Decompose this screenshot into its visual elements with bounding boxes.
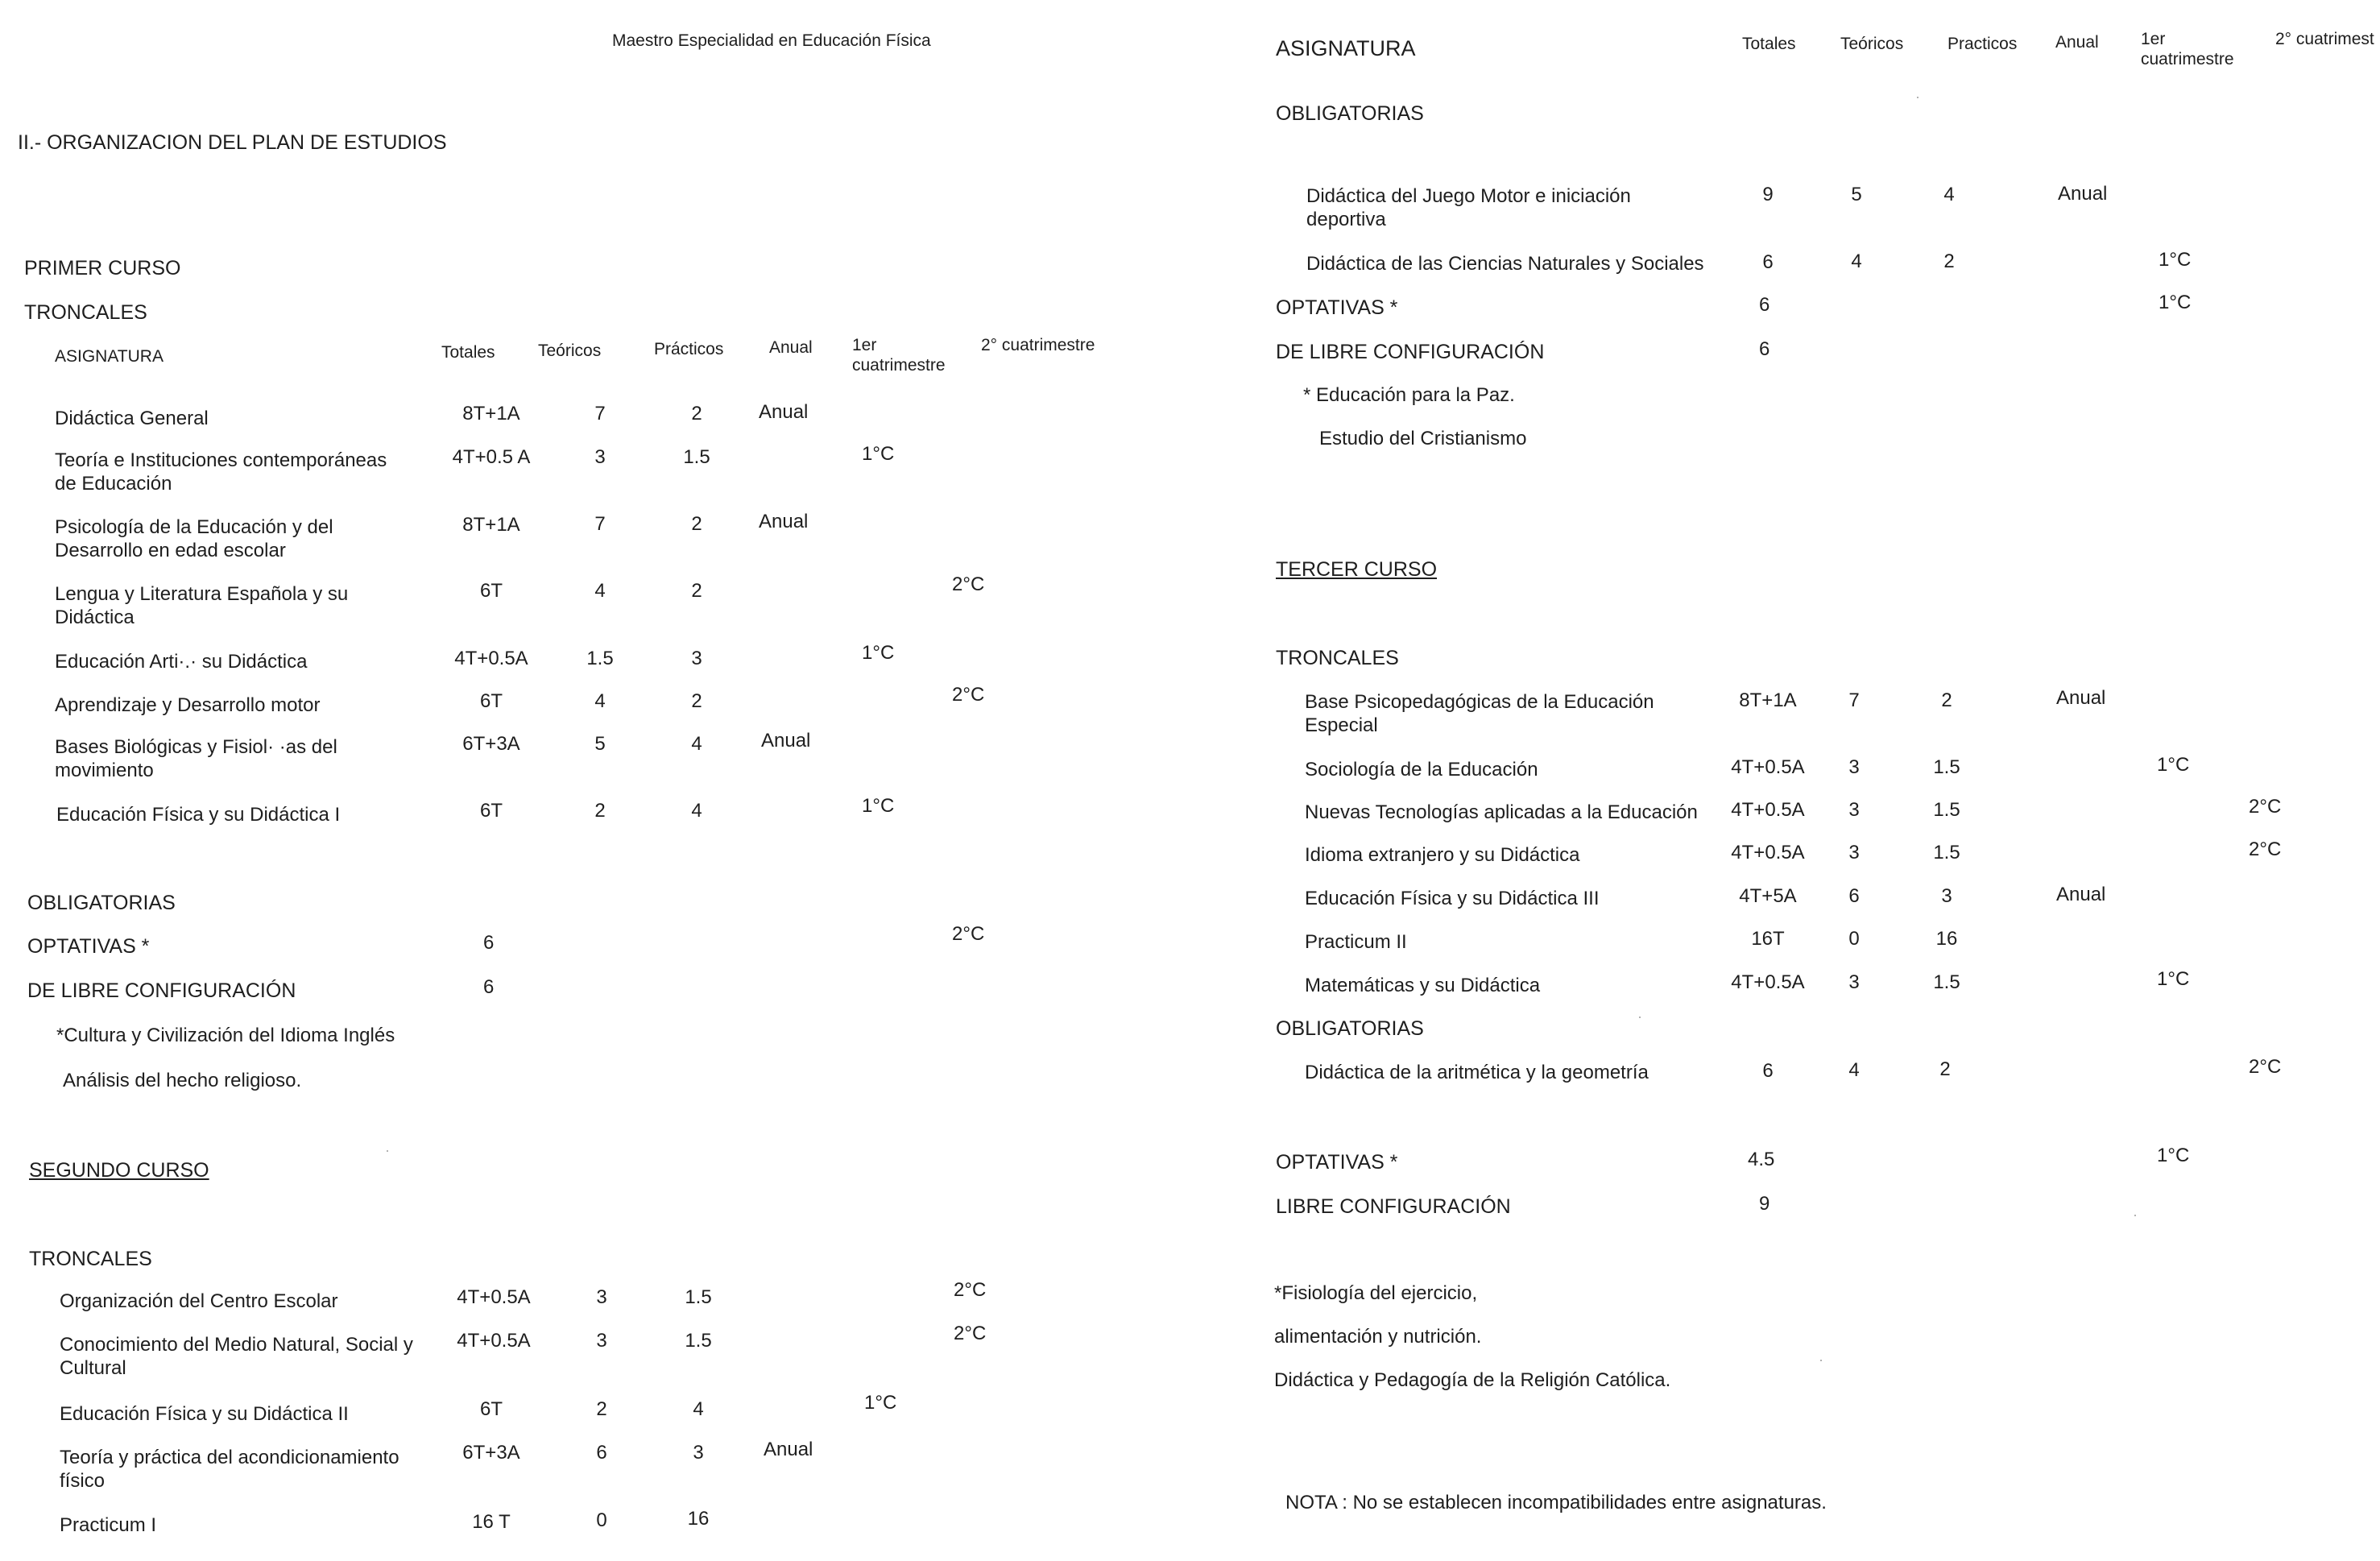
cell-q1: 1°C [2157, 754, 2190, 776]
cell-practicos: 3 [691, 648, 702, 669]
subject-name: Didáctica General [55, 408, 209, 429]
optativa-note: Didáctica y Pedagogía de la Religión Católica. [1274, 1369, 1671, 1391]
cell-teoricos: 1.5 [586, 648, 614, 669]
primer-curso-title: PRIMER CURSO [24, 257, 181, 279]
optativas-label: OPTATIVAS * [1276, 1151, 1398, 1174]
subject-name: Educación Arti·.· su Didáctica [55, 651, 308, 673]
cell-teoricos: 4 [1848, 1059, 1860, 1081]
subject-name: Idioma extranjero y su Didáctica [1305, 844, 1580, 866]
cell-practicos: 1.5 [1933, 799, 1960, 821]
cell-q2: 2°C [2249, 1056, 2282, 1078]
tercer-curso-title: TERCER CURSO [1276, 558, 1438, 581]
optativa-note: alimentación y nutrición. [1274, 1326, 1482, 1348]
cell-totales: 4T+5A [1739, 885, 1797, 907]
cell-totales: 6T [479, 800, 503, 822]
cell-q1: 1°C [2157, 968, 2190, 990]
optativas-q2: 2°C [952, 923, 985, 945]
cell-anual: Anual [759, 401, 809, 423]
col-asignatura: ASIGNATURA [1276, 36, 1416, 60]
cell-totales: 4T+0.5A [1731, 799, 1805, 821]
cell-practicos: 1.5 [1933, 971, 1960, 993]
col-practicos: Practicos [1947, 35, 2018, 53]
segundo-curso-title: SEGUNDO CURSO [29, 1159, 209, 1182]
col-q2: 2° cuatrimestre [981, 336, 1095, 354]
cell-practicos: 4 [691, 733, 702, 755]
cell-totales: 6T [479, 580, 503, 602]
libre-label: LIBRE CONFIGURACIÓN [1276, 1195, 1511, 1218]
cell-practicos: 4 [693, 1398, 704, 1420]
libre-totales: 6 [1759, 338, 1770, 360]
cell-totales: 8T+1A [1739, 689, 1797, 711]
optativas-totales: 6 [483, 932, 495, 954]
cell-teoricos: 3 [594, 446, 606, 468]
right-page [1192, 0, 2380, 1561]
scan-speck [1820, 1360, 1822, 1361]
scan-speck [387, 1150, 388, 1152]
cell-anual: Anual [759, 511, 809, 532]
cell-totales: 6T+3A [462, 1442, 520, 1464]
troncales-heading: TRONCALES [29, 1248, 152, 1270]
subject-name: Lengua y Literatura Española y su Didáctica [55, 583, 349, 628]
optativa-note: * Educación para la Paz. [1303, 384, 1515, 406]
cell-teoricos: 3 [596, 1286, 607, 1308]
col-teoricos: Teóricos [538, 342, 602, 360]
subject-name: Base Psicopedagógicas de la Educación Especial [1305, 691, 1654, 736]
optativas-label: OPTATIVAS * [1276, 296, 1398, 319]
optativas-totales: 6 [1759, 294, 1770, 316]
cell-practicos: 2 [1943, 251, 1955, 272]
cell-practicos: 1.5 [685, 1330, 712, 1352]
subject-name: Didáctica de la aritmética y la geometría [1305, 1062, 1649, 1083]
obligatorias-heading: OBLIGATORIAS [1276, 102, 1424, 125]
obligatorias-heading: OBLIGATORIAS [27, 892, 176, 914]
cell-totales: 6T [479, 690, 503, 712]
subject-name: Teoría y práctica del acondicionamiento físico [60, 1447, 399, 1492]
cell-totales: 4T+0.5A [457, 1286, 531, 1308]
cell-totales: 6T [479, 1398, 503, 1420]
cell-totales: 16 T [472, 1511, 511, 1533]
cell-practicos: 2 [1941, 689, 1952, 711]
cell-totales: 8T+1A [462, 514, 520, 536]
cell-totales: 4T+0.5A [1731, 756, 1805, 778]
cell-totales: 4T+0.5A [1731, 971, 1805, 993]
col-q1: 1er cuatrimestre [2141, 30, 2234, 69]
cell-q2: 2°C [954, 1323, 987, 1344]
cell-anual: Anual [761, 730, 811, 752]
optativas-q1: 1°C [2159, 292, 2192, 313]
cell-teoricos: 4 [594, 690, 606, 712]
troncales-heading: TRONCALES [24, 301, 147, 324]
cell-teoricos: 6 [1848, 885, 1860, 907]
col-totales: Totales [1742, 35, 1796, 53]
libre-label: DE LIBRE CONFIGURACIÓN [27, 979, 296, 1002]
cell-teoricos: 7 [1848, 689, 1860, 711]
cell-teoricos: 5 [594, 733, 606, 755]
col-q2: 2° cuatrimest [2275, 30, 2374, 48]
cell-teoricos: 0 [1848, 928, 1860, 950]
subject-name: Educación Física y su Didáctica II [60, 1403, 349, 1425]
cell-anual: Anual [764, 1439, 813, 1460]
cell-practicos: 3 [1941, 885, 1952, 907]
optativas-totales: 4.5 [1748, 1149, 1775, 1170]
cell-totales: 8T+1A [462, 403, 520, 424]
scan-speck [1917, 97, 1918, 98]
cell-practicos: 2 [1939, 1058, 1951, 1080]
cell-teoricos: 6 [596, 1442, 607, 1464]
cell-teoricos: 3 [1848, 799, 1860, 821]
col-totales: Totales [441, 343, 495, 362]
troncales-heading: TRONCALES [1276, 647, 1399, 669]
cell-totales: 4T+0.5A [457, 1330, 531, 1352]
cell-teoricos: 3 [1848, 842, 1860, 863]
cell-q1: 1°C [864, 1392, 897, 1414]
cell-anual: Anual [2056, 884, 2106, 905]
section-title: II.- ORGANIZACION DEL PLAN DE ESTUDIOS [18, 131, 447, 154]
subject-name: Organización del Centro Escolar [60, 1290, 338, 1312]
col-anual: Anual [769, 338, 813, 357]
cell-practicos: 16 [687, 1508, 710, 1530]
subject-name: Matemáticas y su Didáctica [1305, 975, 1541, 996]
libre-label: DE LIBRE CONFIGURACIÓN [1276, 341, 1545, 363]
optativa-note: *Cultura y Civilización del Idioma Inglés [56, 1025, 395, 1046]
cell-practicos: 1.5 [685, 1286, 712, 1308]
cell-totales: 6 [1762, 251, 1774, 273]
cell-q2: 2°C [952, 684, 985, 706]
col-asignatura: ASIGNATURA [55, 347, 163, 366]
obligatorias-heading: OBLIGATORIAS [1276, 1017, 1424, 1040]
col-teoricos: Teóricos [1840, 35, 1904, 53]
cell-teoricos: 4 [594, 580, 606, 602]
subject-name: Teoría e Instituciones contemporáneas de Educación [55, 449, 387, 495]
subject-name: Bases Biológicas y Fisiol· ·as del movimiento [55, 736, 337, 781]
cell-q2: 2°C [954, 1279, 987, 1301]
cell-teoricos: 2 [596, 1398, 607, 1420]
cell-teoricos: 3 [596, 1330, 607, 1352]
subject-name: Psicología de la Educación y del Desarrollo en edad escolar [55, 516, 333, 561]
page-header: Maestro Especialidad en Educación Física [612, 31, 931, 50]
cell-practicos: 2 [691, 580, 702, 602]
cell-teoricos: 7 [594, 513, 606, 535]
scan-speck [2134, 1215, 2136, 1216]
scan-speck [1639, 1017, 1641, 1018]
cell-anual: Anual [2058, 183, 2108, 205]
cell-totales: 4T+0.5A [454, 648, 528, 669]
cell-practicos: 1.5 [1933, 756, 1960, 778]
cell-practicos: 2 [691, 690, 702, 712]
subject-name: Didáctica del Juego Motor e iniciación deportiva [1306, 185, 1631, 230]
optativa-note: Estudio del Cristianismo [1319, 428, 1527, 449]
cell-teoricos: 4 [1851, 251, 1862, 272]
cell-totales: 6T+3A [462, 733, 520, 755]
col-q1: 1er cuatrimestre [852, 336, 946, 375]
optativa-note: Análisis del hecho religioso. [63, 1070, 302, 1091]
cell-totales: 4T+0.5 A [452, 446, 531, 468]
subject-name: Practicum II [1305, 931, 1407, 953]
cell-practicos: 4 [1943, 184, 1955, 205]
cell-totales: 4T+0.5A [1731, 842, 1805, 863]
cell-q2: 2°C [952, 573, 985, 595]
cell-q2: 2°C [2249, 796, 2282, 818]
libre-totales: 9 [1759, 1193, 1770, 1215]
footer-note: NOTA : No se establecen incompatibilidades entre asignaturas. [1285, 1492, 1827, 1513]
libre-totales: 6 [483, 976, 495, 998]
subject-name: Conocimiento del Medio Natural, Social y Cultural [60, 1334, 413, 1379]
cell-teoricos: 3 [1848, 971, 1860, 993]
cell-q1: 1°C [862, 795, 895, 817]
subject-name: Didáctica de las Ciencias Naturales y Sociales [1306, 253, 1704, 275]
cell-anual: Anual [2056, 687, 2106, 709]
cell-totales: 6 [1762, 1060, 1774, 1082]
cell-teoricos: 5 [1851, 184, 1862, 205]
cell-q2: 2°C [2249, 838, 2282, 860]
cell-teoricos: 2 [594, 800, 606, 822]
cell-practicos: 3 [693, 1442, 704, 1464]
cell-practicos: 1.5 [1933, 842, 1960, 863]
cell-practicos: 16 [1935, 928, 1958, 950]
cell-q1: 1°C [862, 443, 895, 465]
cell-teoricos: 7 [594, 403, 606, 424]
subject-name: Nuevas Tecnologías aplicadas a la Educación [1305, 801, 1698, 823]
cell-practicos: 4 [691, 800, 702, 822]
cell-q1: 1°C [862, 642, 895, 664]
subject-name: Practicum I [60, 1514, 157, 1536]
cell-teoricos: 0 [596, 1509, 607, 1531]
optativas-q1: 1°C [2157, 1145, 2190, 1166]
cell-practicos: 1.5 [683, 446, 710, 468]
col-practicos: Prácticos [654, 340, 724, 358]
cell-teoricos: 3 [1848, 756, 1860, 778]
cell-totales: 9 [1762, 184, 1774, 205]
subject-name: Aprendizaje y Desarrollo motor [55, 694, 321, 716]
cell-totales: 16T [1751, 928, 1785, 950]
subject-name: Educación Física y su Didáctica III [1305, 888, 1600, 909]
optativas-label: OPTATIVAS * [27, 935, 150, 958]
subject-name: Sociología de la Educación [1305, 759, 1538, 780]
optativa-note: *Fisiología del ejercicio, [1274, 1282, 1478, 1304]
cell-q1: 1°C [2159, 249, 2192, 271]
cell-practicos: 2 [691, 403, 702, 424]
col-anual: Anual [2055, 33, 2099, 52]
cell-practicos: 2 [691, 513, 702, 535]
subject-name: Educación Física y su Didáctica I [56, 804, 341, 826]
